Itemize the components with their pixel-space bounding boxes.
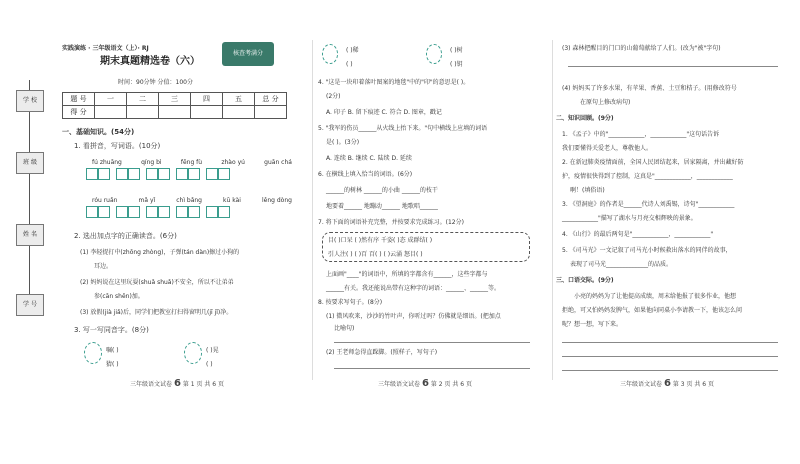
page1-header: 实践演练 · 三年级语文（上）· RJ xyxy=(62,45,149,52)
score-cell: 二 xyxy=(127,93,159,106)
score-cell: 得 分 xyxy=(63,106,95,119)
pinyin: róu ruǎn xyxy=(92,197,118,204)
score-cell: 题 号 xyxy=(63,93,95,106)
q2-1b: 耳边。 xyxy=(94,263,113,270)
score-input[interactable] xyxy=(255,106,287,119)
q3-item: ( ) xyxy=(206,361,213,368)
p2-top-item: ( )稀 xyxy=(346,47,359,54)
q7-a: 上面画"____"的词语中，所填的字都含有______，这些字都与 xyxy=(326,271,488,278)
footer-label: 三年级语文试卷 xyxy=(378,381,421,388)
q4-options: A. 印子 B. 留下痕迹 C. 符合 D. 图章，戳记 xyxy=(326,109,442,116)
page2-footer xyxy=(378,378,472,389)
side-label-number: 学 号 xyxy=(16,294,44,316)
flower-icon xyxy=(84,342,102,364)
answer-line[interactable] xyxy=(562,342,778,343)
score-table xyxy=(62,92,287,119)
pinyin: chì bǎng xyxy=(176,197,202,204)
answer-line[interactable] xyxy=(334,342,530,343)
writing-grid-row-1[interactable] xyxy=(86,168,230,180)
q7-box2: 引人注( ) ( )百 百( ) ( )云涌 怒目( ) xyxy=(328,251,423,258)
page-title: 期末真题精选卷（六） xyxy=(100,56,200,67)
pinyin: zhào yú xyxy=(221,159,245,166)
p2-top-item: ( )树 xyxy=(450,47,463,54)
side-label-school: 学 校 xyxy=(16,90,44,112)
c3: 呢？想一想，写下来。 xyxy=(562,321,623,328)
score-input[interactable] xyxy=(159,106,191,119)
p2-top-item: ( ) xyxy=(346,61,353,68)
answer-line[interactable] xyxy=(568,66,778,67)
k5a: 5. 《司马光》一文记叙了司马光小时候救出落水的同伴的故事， xyxy=(562,247,732,254)
flower-icon xyxy=(426,44,442,64)
footer-number: 6 xyxy=(663,378,671,389)
score-input[interactable] xyxy=(223,106,255,119)
section-1-heading: 一、基础知识。(54分) xyxy=(62,128,135,136)
question-4: 4. "这是一块印着落叶图案的地毯"中的"印"的意思是( )。 xyxy=(318,79,470,86)
footer-number: 6 xyxy=(421,378,429,389)
p3-l1: (3) 森林把醒目的门口的山葡萄献给了人们。(改为"被"字句) xyxy=(562,45,721,52)
q8-1a: (1) 微风吹来，沙沙的竹叶声，你听过吗？仿佛就是细语。(把加点 xyxy=(326,313,501,320)
answer-line[interactable] xyxy=(334,368,530,369)
footer-page: 第 2 页 共 6 页 xyxy=(430,381,472,388)
logo-badge: 核查考满分 xyxy=(222,42,274,66)
k3b: ____________"描写了湖水与月亮交相辉映的景象。 xyxy=(562,215,697,222)
k1a: 1. 《孟子》中的"____________，____________"这句话告诉 xyxy=(562,131,720,138)
answer-line[interactable] xyxy=(562,370,778,371)
question-2: 2. 选出加点字的正确读音。(6分) xyxy=(74,232,177,240)
k2b: 护，疫情很快得到了控制，这真是"____________，____________ xyxy=(562,173,733,180)
footer-label: 三年级语文试卷 xyxy=(620,381,663,388)
c1: 小亮的妈妈为了让他提高成绩，周末给他报了很多作业，他想 xyxy=(574,293,737,300)
section-3-heading: 三、口语交际。(9分) xyxy=(556,277,614,284)
answer-line[interactable] xyxy=(562,356,778,357)
k4: 4. 《山行》的最后两句是"____________，____________" xyxy=(562,231,714,238)
score-cell: 五 xyxy=(223,93,255,106)
score-input[interactable] xyxy=(95,106,127,119)
q2-2b: 参(cān shēn)加。 xyxy=(94,293,144,300)
pinyin: mǎ yǐ xyxy=(138,197,156,204)
k2c: 啊！(填俗语) xyxy=(570,187,605,194)
side-label-name: 姓 名 xyxy=(16,224,44,246)
score-cell: 总 分 xyxy=(255,93,287,106)
footer-page: 第 1 页 共 6 页 xyxy=(182,381,224,388)
q2-2a: (2) 妈妈说在这里玩耍(shuǎ shuǎ)不安全，所以不让弟弟 xyxy=(80,279,234,286)
side-label-class: 班 级 xyxy=(16,152,44,174)
q6-line2: 地要着______ 地蹦动______ 地歌唱______ xyxy=(326,203,438,210)
question-1: 1. 看拼音，写词语。(10分) xyxy=(74,142,161,150)
pinyin: qíng bì xyxy=(141,159,162,166)
q3-item: 嘱( ) xyxy=(106,347,119,354)
question-6: 6. 在横线上填入恰当的词语。(6分) xyxy=(318,171,413,178)
k1b: 我们要懂得关爱老人，尊敬他人。 xyxy=(562,145,653,152)
score-cell: 一 xyxy=(95,93,127,106)
question-8: 8. 按要求写句子。(8分) xyxy=(318,299,383,306)
binding-line xyxy=(29,80,30,310)
q7-box1: 目( )口呆 ( )然有序 千姿( )态 成群结( ) xyxy=(328,237,433,244)
score-cell: 三 xyxy=(159,93,191,106)
footer-label: 三年级语文试卷 xyxy=(130,381,173,388)
q8-2: (2) 王老师急得直跺脚。(照样子，写句子) xyxy=(326,349,438,356)
flower-icon xyxy=(184,342,202,364)
page3-footer xyxy=(620,378,714,389)
c2: 拒绝，可又怕妈妈发脾气，如果他向同桌小李请教一下，他该怎么问 xyxy=(562,307,743,314)
pinyin: kū kài xyxy=(223,197,241,204)
q4-score: (2分) xyxy=(326,93,341,100)
question-3: 3. 写一写同音字。(8分) xyxy=(74,326,149,334)
q7-b: ______有关。我还能说出带有这种字的词语：______、______等。 xyxy=(326,285,501,292)
pinyin-row-1 xyxy=(92,158,292,167)
q8-1b: 比喻句) xyxy=(334,325,355,332)
question-5: 5. "我军的伤员______从火线上抬下来。"句中横线上应填的词语 xyxy=(318,125,488,132)
q3-item: 猜( ) xyxy=(106,361,119,368)
k2a: 2. 在新冠肺炎疫情面前，全国人民团结起来，居家隔离，并出藏好防 xyxy=(562,159,744,166)
p2-top-item: ( )钥 xyxy=(450,61,463,68)
pinyin-row-2 xyxy=(92,196,292,205)
q5-options: A. 连续 B. 继续 C. 陆续 D. 延续 xyxy=(326,155,412,162)
score-cell: 四 xyxy=(191,93,223,106)
exam-meta: 时间：90分钟 分值：100分 xyxy=(118,79,193,86)
q5-b: 是( )。(3分) xyxy=(326,139,360,146)
k5b: 表现了司马光______________的品质。 xyxy=(570,261,673,268)
pinyin: fú zhuāng xyxy=(92,159,122,166)
writing-grid-row-2[interactable] xyxy=(86,206,230,218)
page1-footer xyxy=(130,378,224,389)
flower-icon xyxy=(322,44,338,64)
score-input[interactable] xyxy=(127,106,159,119)
q3-item: ( )晃 xyxy=(206,347,219,354)
pinyin: guān chá xyxy=(264,159,292,166)
section-2-heading: 二、知识回顾。(9分) xyxy=(556,115,614,122)
score-input[interactable] xyxy=(191,106,223,119)
pinyin: lěng dòng xyxy=(262,197,292,204)
footer-number: 6 xyxy=(173,378,181,389)
p3-l3: 在原句上修改病句) xyxy=(580,99,631,106)
q6-line1: ______的树林 ______的小曲 ______的枝干 xyxy=(326,187,438,194)
p3-l2: (4) 妈妈买了许多水果，有苹果、香蕉、土豆和桔子。(用修改符号 xyxy=(562,85,737,92)
k3a: 3. 《望洞庭》的作者是______代诗人刘禹锡，诗句"____________ xyxy=(562,201,735,208)
pinyin: fēng fù xyxy=(180,159,203,166)
q2-3: (3) 放假(jià jiǎ)后，同学们把教室打扫得窗明几(jī jǐ)净。 xyxy=(80,309,233,316)
footer-page: 第 3 页 共 6 页 xyxy=(672,381,714,388)
q2-1a: (1) 李轻捉打中(zhōng zhòng)，子弹(tán dàn)擦过小狗的 xyxy=(80,249,240,256)
question-7: 7. 将下面的词语补充完整，并按要求完成练习。(12分) xyxy=(318,219,464,226)
